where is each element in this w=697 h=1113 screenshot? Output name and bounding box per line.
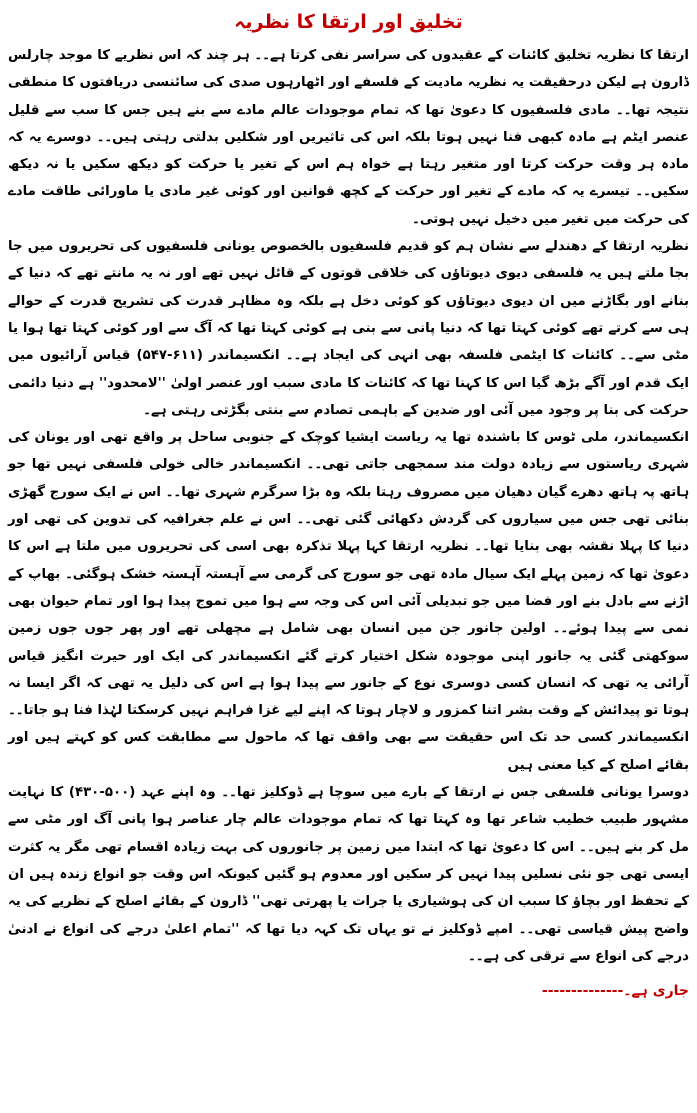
paragraph-2: نظریہ ارتقا کے دھندلے سے نشان ہم کو قدیم فلسفیوں بالخصوص یونانی فلسفیوں کی تحریروں میں جا بجا ملتے ہیں یہ فلسفی دیوی دیوتاؤں کی خلاقی قوتوں کے قائل نہیں تھے اور نہ یہ مانتے تھے کہ دنیا کے بنانے اور بگاڑنے میں ان دیوی دیوتاؤں کو کوئی دخل ہے بلکہ وہ مظاہر قدرت کی تشریح قدرت کے حوالے ہی سے کرتے تھے کوئی کہتا تھا کہ دنیا پانی سے بنی ہے کوئی کہتا تھا کہ آگ سے اور کوئی کہتا تھا ہوا یا مٹی سے۔۔ کائنات کا ایٹمی فلسفہ بھی انہی کی ایجاد ہے۔۔ انکسیماندر (۶۱۱-۵۴۷) قیاس آرائیوں میں ایک قدم اور آگے بڑھ گیا اس کا کہنا تھا کہ کائنات کا مادی سبب اور عنصر اولیٰ ''لامحدود'' ہے دنیا دائمی حرکت کی بنا پر وجود میں آئی اور ضدین کے باہمی تصادم سے بنتی بگڑتی رہتی ہے۔ bbox=[8, 239, 689, 418]
paragraph-1: ارتقا کا نظریہ تخلیق کائنات کے عقیدوں کی سراسر نفی کرتا ہے۔۔ ہر چند کہ اس نظریے کا موجد چارلس ڈارون ہے لیکن درحقیقت یہ نظریہ مادیت کے فلسفے اور اٹھارہوں صدی کی سائنسی دریافتوں کا منطقی نتیجہ تھا۔۔ مادی فلسفیوں کا دعویٰ تھا کہ تمام موجودات عالم مادے سے بنے ہیں جس کا سب سے قلیل عنصر ایٹم ہے مادہ کبھی فنا نہیں ہوتا بلکہ اس کی تاثیریں اور شکلیں بدلتی رہتی ہیں۔۔ دوسرے یہ کہ مادہ ہر وقت حرکت کرتا اور متغیر رہتا ہے خواہ ہم اس کے تغیر یا حرکت کو دیکھ سکیں یا نہ دیکھ سکیں۔۔ تیسرے یہ کہ مادے کے تغیر اور حرکت کے کچھ قوانین اور کوئی غیر مادی یا ماورائی طاقت مادے کی حرکت میں تغیر میں دخیل نہیں ہوتی۔ bbox=[8, 48, 689, 227]
continued-note: جاری ہے۔-------------- bbox=[541, 983, 689, 1000]
paragraph-4: دوسرا یونانی فلسفی جس نے ارتقا کے بارے میں سوچا ہے ڈوکلیز تھا۔۔ وہ اپنے عہد (۵۰۰-۴۳۰) کا نہایت مشہور طبیب خطیب شاعر تھا وہ کہتا تھا کہ تمام موجودات عالم چار عناصر ہوا پانی آگ اور مٹی سے مل کر بنے ہیں۔۔ اس کا دعویٰ تھا کہ ابتدا میں زمین پر جانوروں کی بہت زیادہ اقسام تھی مگر یہ کثرت ایسی تھی جو نئی نسلیں پیدا نہیں کر سکیں اور معدوم ہو گئیں کیونکہ اس وقت جو انواع زندہ ہیں ان کے تحفظ اور بچاؤ کا سبب ان کی ہوشیاری یا جرات یا پھرتی تھی'' ڈارون کے بقائے اصلح کے نظریے کی یہ واضح پیش قیاسی تھی۔۔ امپے ڈوکلیز نے تو یہاں تک کہہ دیا تھا کہ ''تمام اعلیٰ درجے کی انواع نے ادنیٰ درجے کی انواع سے ترقی کی ہے۔۔ bbox=[8, 785, 689, 964]
article-title: تخلیق اور ارتقا کا نظریہ bbox=[234, 11, 463, 33]
paragraph-3: انکسیماندر، ملی ٹوس کا باشندہ تھا یہ ریاست ایشیا کوچک کے جنوبی ساحل پر واقع تھی اور یونان کی شہری ریاستوں سے زیادہ دولت مند سمجھی جاتی تھی۔۔ انکسیماندر خالی خولی فلسفی نہیں تھا جو ہاتھ پہ ہاتھ دھرے گیان دھیان میں مصروف رہتا بلکہ وہ بڑا سرگرم شہری تھا۔۔ اس نے ایک سورج گھڑی بنائی تھی جس میں سیاروں کی گردش دکھائی گئی تھی۔۔ اس نے علم جغرافیہ کی تدوین کی تھی اور دنیا کا پہلا نقشہ بھی بنایا تھا۔۔ نظریہ ارتقا کہا پہلا تذکرہ بھی اسی کی تحریروں میں ملتا ہے اس کا دعویٰ تھا کہ زمین پہلے ایک سیال مادہ تھی جو سورج کی گرمی سے آہستہ آہستہ خشک ہوگئی۔ بھاپ کے اڑنے سے بادل بنے اور فضا میں جو تبدیلی آئی اس کی وجہ سے ہوا میں تموج پیدا ہوا اور تمام حیوان بھی نمی سے پیدا ہوئے۔۔ اولین جانور جن میں انسان بھی شامل ہے مچھلی تھے اور پھر جوں جوں زمین سوکھتی گئی یہ جانور اپنی موجودہ شکل اختیار کرتے گئے انکسیماندر کی ایک اور حیرت انگیز قیاس آرائی یہ تھی کہ انسان کسی دوسری نوع کے جانور سے پیدا ہوا ہے اس کی دلیل یہ تھی کہ اگر ایسا نہ ہوتا تو پیدائش کے وقت بشر اتنا کمزور و لاچار ہوتا کہ اپنے لیے غزا فراہم نہیں کرسکتا لہٰذا فنا ہو جاتا۔۔ انکسیماندر کسی حد تک اس حقیقت سے بھی واقف تھا کہ ماحول سے مطابقت کس کو کہتے ہیں اور بقائے اصلح کے کیا معنی ہیں bbox=[8, 430, 689, 773]
